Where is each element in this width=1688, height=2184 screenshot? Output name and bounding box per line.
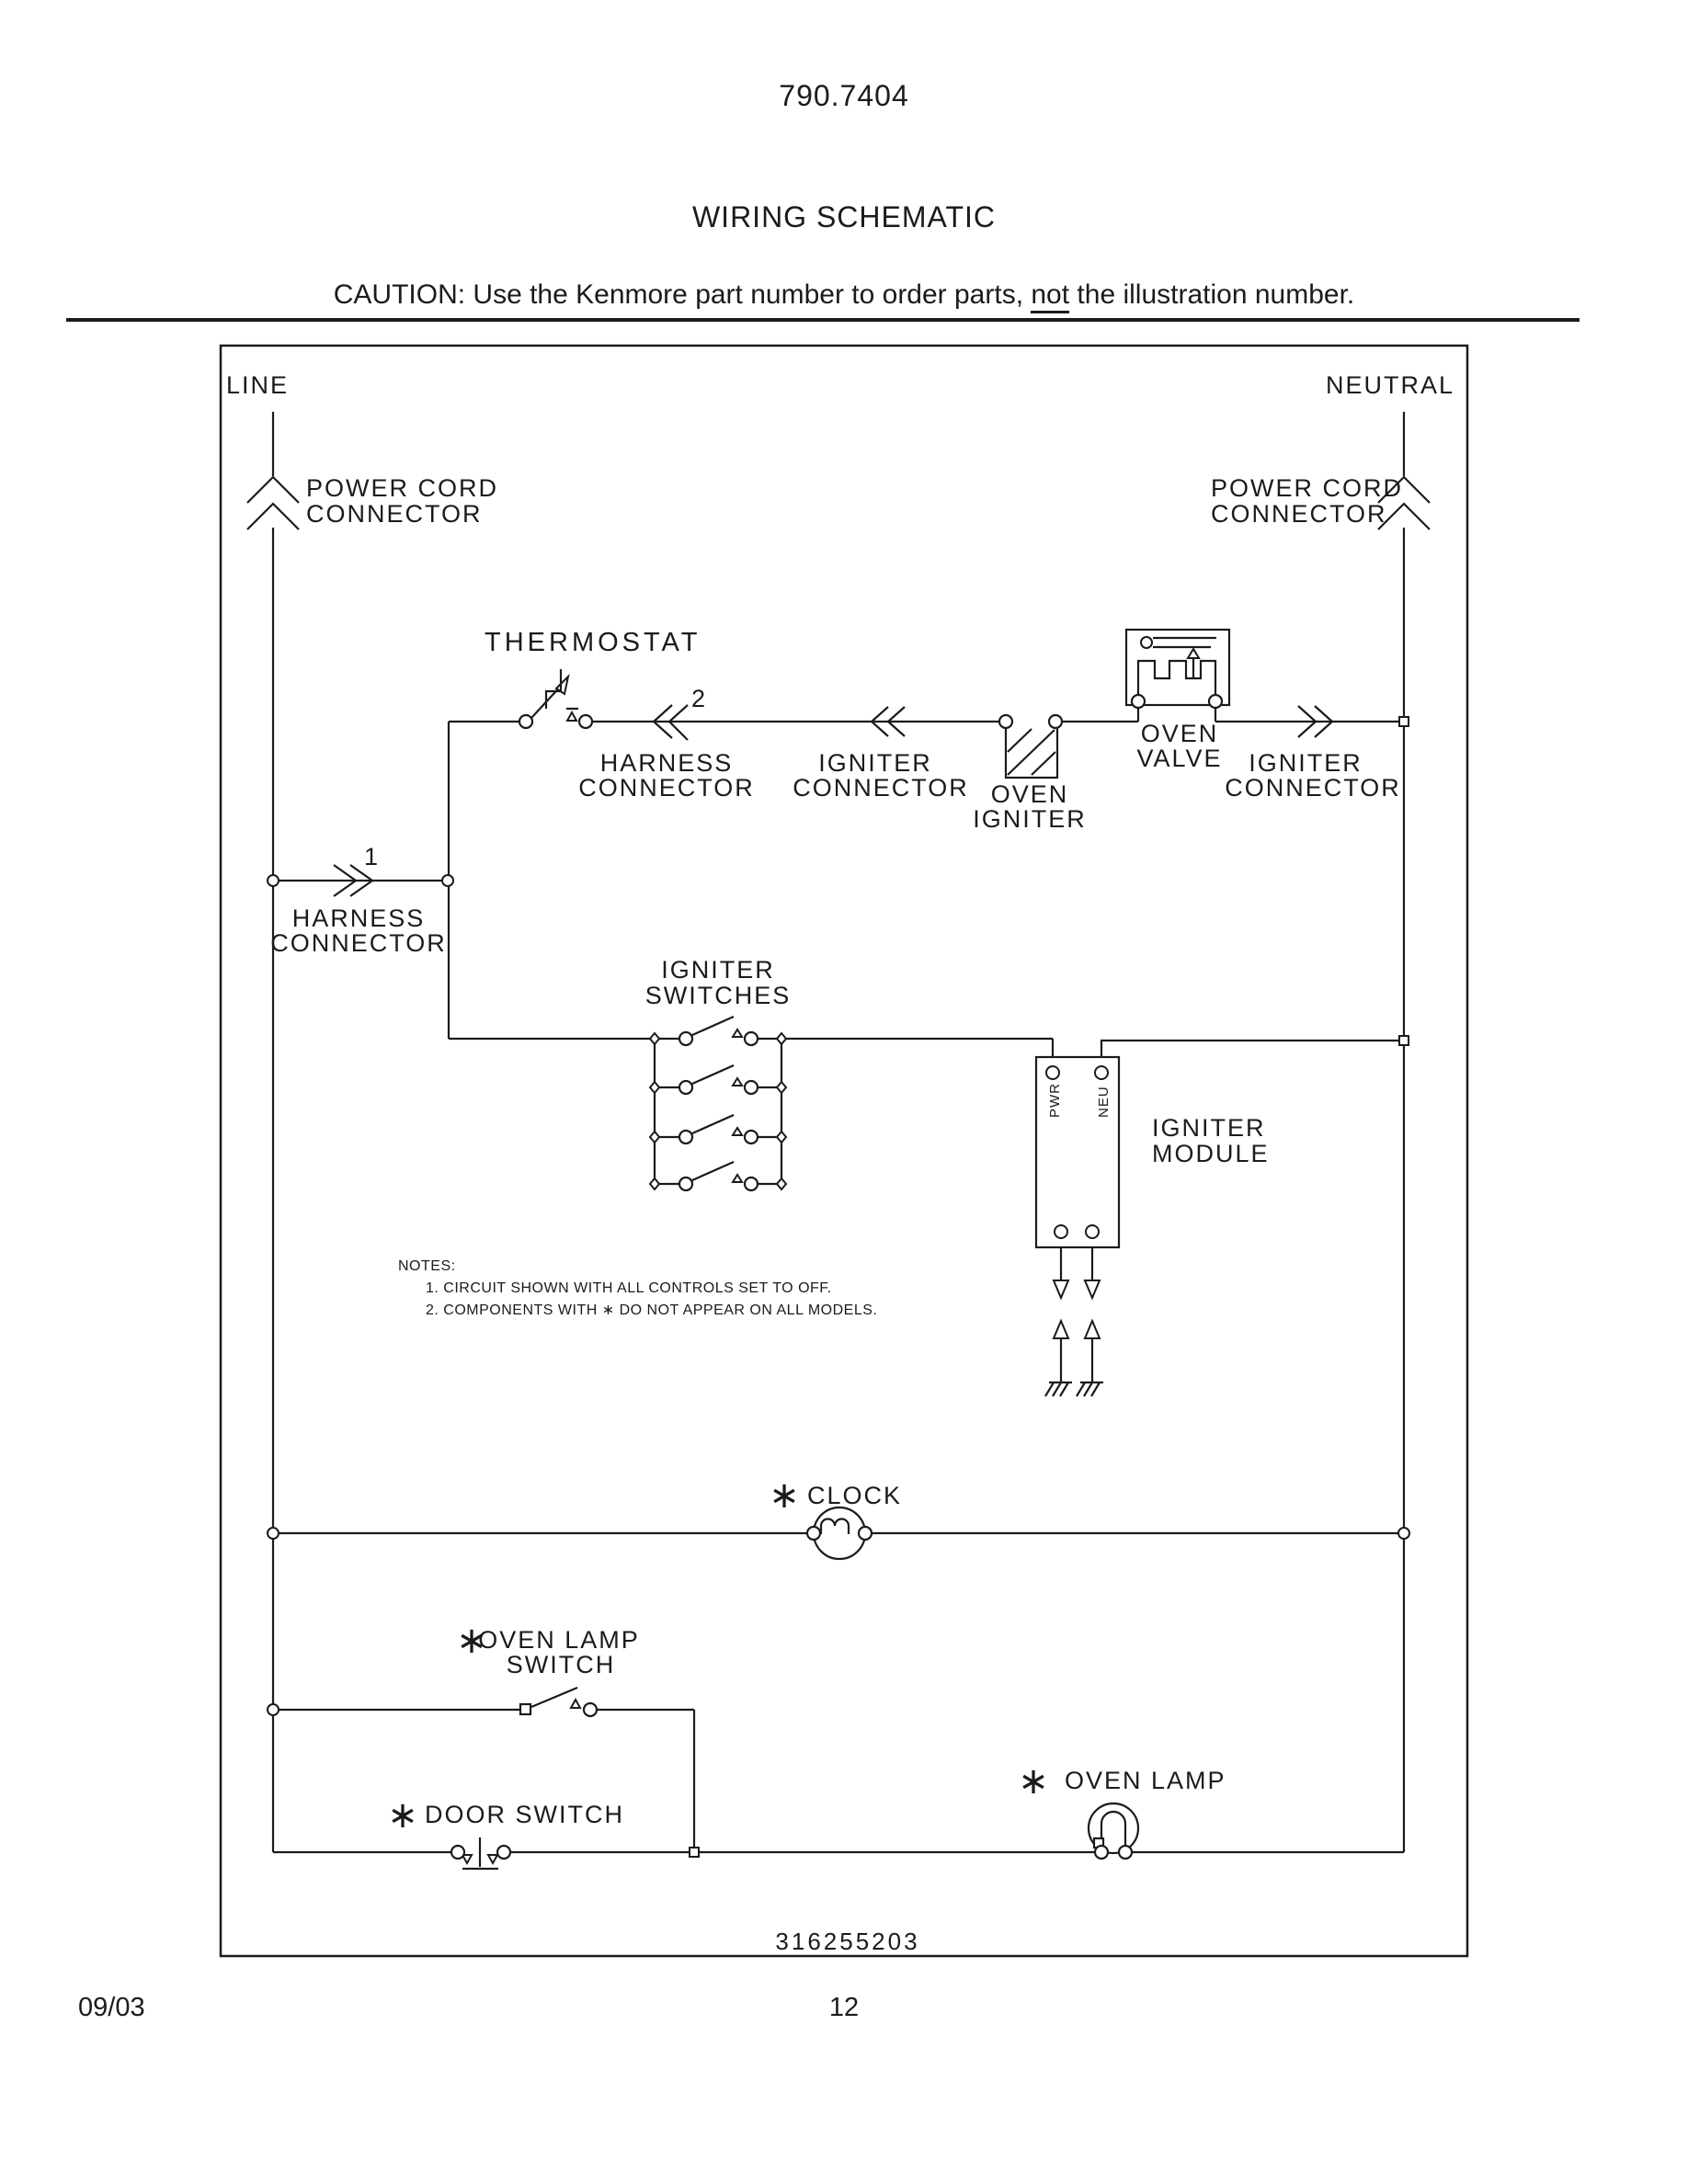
switch-row-stubs <box>655 1039 781 1184</box>
footer-page-number: 12 <box>828 1993 860 2022</box>
clock-symbol <box>807 1507 872 1559</box>
door-switch-asterisk: ∗ <box>387 1795 418 1836</box>
oven-valve-label: OVEN <box>1140 720 1219 747</box>
note-1: 1. CIRCUIT SHOWN WITH ALL CONTROLS SET TO OFF. <box>426 1280 832 1296</box>
thermostat-label: THERMOSTAT <box>485 628 701 657</box>
igniter-connector-left-label: CONNECTOR <box>793 774 969 802</box>
schematic-border <box>221 346 1467 1956</box>
oven-lamp-switch-asterisk: ∗ <box>456 1621 487 1661</box>
line-label: LINE <box>226 371 290 399</box>
oven-igniter-label: IGNITER <box>973 805 1087 833</box>
notes-heading: NOTES: <box>398 1258 456 1274</box>
oven-lamp-symbol <box>1089 1803 1138 1859</box>
clock-label: CLOCK <box>807 1482 903 1509</box>
igniter-switch-symbol <box>679 1115 758 1143</box>
electrode-wires <box>1061 1238 1092 1382</box>
power-cord-connector-left-icon <box>247 477 299 529</box>
door-switch-label: DOOR SWITCH <box>425 1801 624 1828</box>
model-number: 790.7404 <box>779 79 909 112</box>
thermostat-symbol <box>519 669 592 728</box>
igniter-connector-right-label: CONNECTOR <box>1225 774 1401 802</box>
footer-date: 09/03 <box>78 1993 145 2022</box>
ground-icons <box>1045 1382 1103 1396</box>
harness-connector-2-number: 2 <box>691 685 708 712</box>
oven-lamp-asterisk: ∗ <box>1018 1761 1049 1802</box>
power-cord-connector-right-label: POWER CORD <box>1211 474 1403 502</box>
igniter-switch-symbol <box>679 1162 758 1190</box>
door-switch-symbol <box>451 1837 510 1869</box>
igniter-module-label: IGNITER <box>1152 1114 1266 1142</box>
module-pwr-label: PWR <box>1047 1083 1063 1118</box>
igniter-switch-symbol <box>679 1017 758 1045</box>
power-cord-connector-right-label: CONNECTOR <box>1211 500 1387 528</box>
igniter-switches-label: SWITCHES <box>644 982 792 1009</box>
caution-suffix: the illustration number. <box>1069 279 1355 310</box>
harness-connector-2-label: HARNESS <box>599 749 734 777</box>
module-neu-wire <box>1101 1041 1404 1066</box>
lamp-switch-run-wire <box>273 1710 694 1852</box>
harness-connector-2-label: CONNECTOR <box>578 774 755 802</box>
clock-asterisk: ∗ <box>769 1475 800 1516</box>
oven-lamp-switch-symbol <box>520 1688 597 1716</box>
oven-igniter-label: OVEN <box>990 780 1069 808</box>
valve-run-wire <box>1062 708 1404 722</box>
harness-connector-1-label: HARNESS <box>291 904 426 932</box>
oven-valve-label: VALVE <box>1136 745 1223 772</box>
module-neu-label: NEU <box>1096 1086 1112 1118</box>
harness-connector-1-label: CONNECTOR <box>270 929 447 957</box>
oven-igniter-symbol <box>999 715 1062 778</box>
caution-underlined-word: not <box>1031 279 1069 313</box>
igniter-connector-right-label: IGNITER <box>1249 749 1363 777</box>
junction-diamonds <box>650 1033 786 1189</box>
power-cord-connector-left-label: POWER CORD <box>306 474 498 502</box>
neutral-label: NEUTRAL <box>1325 371 1454 399</box>
harness-connector-1-number: 1 <box>364 843 381 870</box>
oven-valve-symbol <box>1126 630 1229 708</box>
igniter-switch-symbol <box>679 1065 758 1094</box>
caution-prefix: CAUTION: Use the Kenmore part number to order parts, <box>333 279 1032 310</box>
switch-bank-wires <box>449 1039 1053 1184</box>
igniter-switches-label: IGNITER <box>661 956 775 984</box>
note-2: 2. COMPONENTS WITH ∗ DO NOT APPEAR ON ALL MODELS. <box>426 1302 878 1318</box>
igniter-connector-left-label: IGNITER <box>818 749 932 777</box>
page-title: WIRING SCHEMATIC <box>691 200 997 233</box>
igniter-module-label: MODULE <box>1152 1140 1270 1167</box>
oven-lamp-label: OVEN LAMP <box>1065 1767 1226 1794</box>
diagram-part-number: 316255203 <box>775 1928 920 1955</box>
power-cord-connector-left-label: CONNECTOR <box>306 500 483 528</box>
harness1-wire <box>273 722 449 1039</box>
oven-lamp-switch-label: OVEN LAMP <box>478 1626 640 1654</box>
oven-lamp-switch-label: SWITCH <box>506 1651 616 1678</box>
